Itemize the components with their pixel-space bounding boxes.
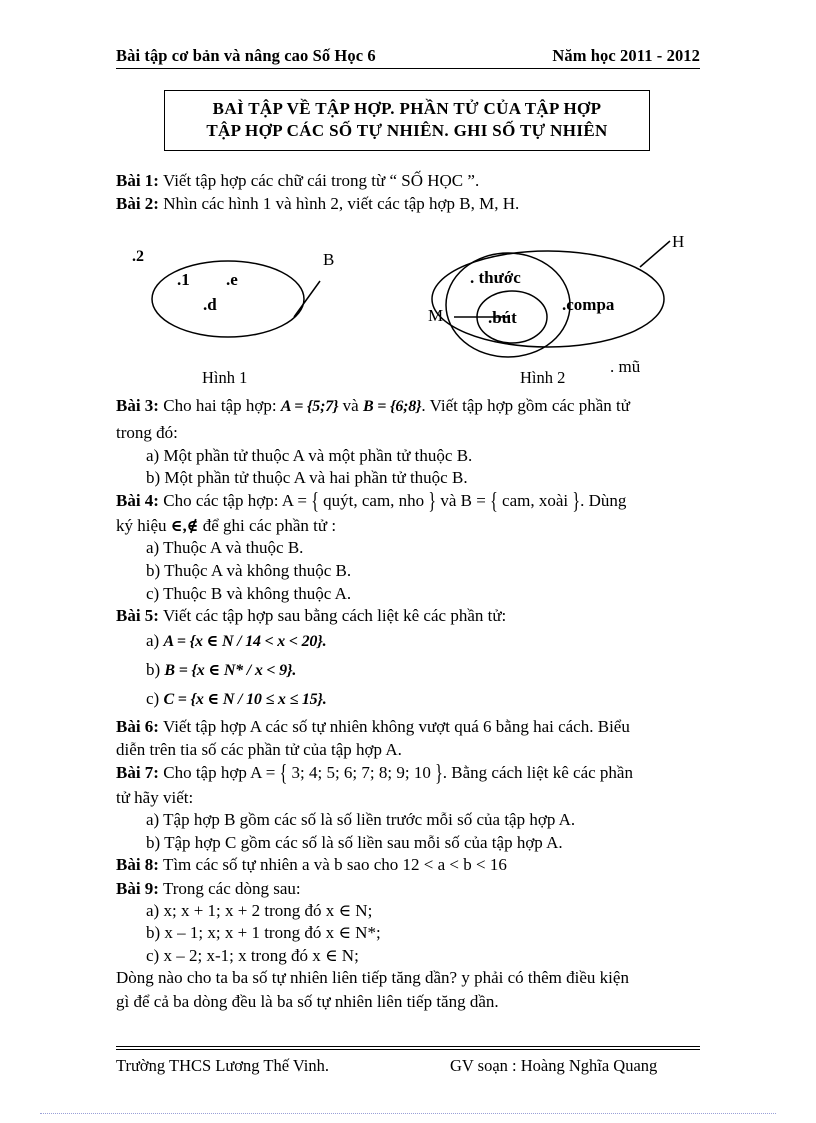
exercise-3-label: Bài 3: (116, 395, 159, 415)
fig1-element-d: .d (203, 294, 217, 314)
exercise-4-brace-open-b: { (490, 489, 498, 515)
exercise-7-item-b-text: Tập hợp C gồm các số là số liền sau mỗi số của tập hợp A. (164, 832, 563, 852)
exercise-3-text-before: Cho hai tập hợp: (163, 395, 277, 415)
exercise-9-item-c (146, 945, 700, 968)
exercise-4-item-b-text: Thuộc A và không thuộc B. (164, 561, 352, 580)
leader-line-b (294, 281, 320, 317)
exercise-2 (116, 193, 700, 215)
exercise-9-item-b-text: x – 1; x; x + 1 trong đó x ∈ N*; (164, 923, 381, 943)
fig2-element-compa: .compa (562, 294, 615, 314)
exercise-3-text-after: . Viết tập hợp gồm các phần tử (421, 395, 630, 415)
exercise-9-item-c-marker: c) (146, 945, 160, 965)
header-right-text: Năm học 2011 - 2012 (552, 46, 700, 65)
exercise-5-item-b-marker: b) (146, 659, 161, 679)
footer-row (116, 1050, 700, 1076)
exercise-3-set-b: B = {6;8} (362, 397, 422, 415)
title-line-2: TẬP HỢP CÁC SỐ TỰ NHIÊN. GHI SỐ TỰ NHIÊN (206, 120, 608, 140)
exercise-3-conjunction: và (342, 395, 359, 415)
exercise-4-text-after: . Dùng (580, 490, 627, 510)
exercise-4-item-b-marker: b) (146, 561, 161, 580)
footer-school-name: Trường THCS Lương Thế Vinh. (116, 1056, 329, 1075)
exercise-4-set-a-items: quýt, cam, nho (323, 490, 425, 510)
exercise-7-item-a-marker: a) (146, 810, 160, 830)
exercise-8-text: Tìm các số tự nhiên a và b sao cho 12 < a < b < 16 (162, 855, 507, 875)
exercise-7-brace-close: } (435, 762, 443, 787)
exercise-9-closing-line-1: Dòng nào cho ta ba số tự nhiên liên tiếp tăng dần? y phải có thêm điều kiện (116, 968, 629, 988)
exercise-7-item-a (146, 809, 700, 832)
fig2-element-mu: . mũ (610, 356, 641, 376)
exercise-9-text: Trong các dòng sau: (162, 878, 301, 898)
exercise-4 (116, 490, 700, 514)
document-body (116, 170, 700, 1013)
exercise-8 (116, 854, 700, 876)
fig1-element-1: .1 (177, 269, 190, 289)
exercise-7-item-b-marker: b) (146, 832, 161, 852)
page-content (116, 46, 700, 1013)
exercise-4-text-before: Cho các tập hợp: A = (163, 490, 307, 510)
exercise-9-item-a (146, 900, 700, 923)
exercise-6-label: Bài 6: (116, 717, 159, 737)
footer-teacher-name: GV soạn : Hoàng Nghĩa Quang (450, 1056, 658, 1075)
exercise-5-item-a-marker: a) (146, 631, 160, 651)
exercise-4-set-b-items: cam, xoài (502, 490, 569, 510)
exercise-9-item-b (146, 922, 700, 945)
exercise-4-brace-open-a: { (311, 489, 319, 515)
fig1-set-label-b: B (323, 249, 335, 269)
exercise-1 (116, 170, 700, 192)
fig1-outside-element: .2 (132, 247, 144, 265)
exercise-7-label: Bài 7: (116, 763, 159, 783)
exercise-9-label: Bài 9: (116, 878, 159, 898)
fig2-element-but: .bút (488, 307, 517, 327)
exercise-7 (116, 762, 700, 786)
figure-2-group (432, 241, 670, 357)
exercise-7-text-after: . Bằng cách liệt kê các phần (442, 763, 633, 783)
running-header (116, 46, 700, 69)
exercise-9 (116, 878, 700, 900)
exercise-7-item-a-text: Tập hợp B gồm các số là số liền trước mỗi số của tập hợp A. (163, 810, 576, 830)
exercise-6-line2: diễn trên tia số các phần tử của tập hợp A. (116, 740, 402, 760)
exercise-4-line2 (116, 515, 700, 538)
figure-1-caption: Hình 1 (202, 367, 248, 387)
fig2-set-label-h: H (672, 231, 685, 251)
exercise-4-item-c-marker: c) (146, 583, 160, 603)
exercise-3-set-a: A = {5;7} (280, 397, 339, 415)
exercise-5-item-c-marker: c) (146, 688, 160, 708)
exercise-6 (116, 716, 700, 738)
exercise-5-item-c-expression: C = {x ∈ N / 10 ≤ x ≤ 15}. (163, 690, 327, 708)
figure-2-caption: Hình 2 (520, 367, 566, 387)
exercise-3-item-b-text: Một phần tử thuộc A và hai phần tử thuộc B. (164, 468, 468, 488)
exercise-4-item-a (146, 537, 700, 560)
exercise-4-item-c-text: Thuộc B và không thuộc A. (163, 583, 352, 603)
exercise-5-label: Bài 5: (116, 606, 159, 626)
exercise-1-text: Viết tập hợp các chữ cái trong từ “ SỐ HỌC ”. (162, 170, 480, 190)
fig2-element-thuoc: . thước (470, 267, 521, 287)
exercise-7-item-b (146, 832, 700, 855)
exercise-4-brace-close-a: } (428, 489, 437, 515)
title-box (164, 90, 650, 151)
exercise-3-item-b-marker: b) (146, 468, 161, 488)
fig1-element-e: .e (226, 269, 238, 289)
exercise-4-conjunction: và B = (440, 490, 486, 510)
exercise-7-text-before: Cho tập hợp A = (163, 763, 276, 783)
exercise-5-item-b-expression: B = {x ∈ N* / x < 9}. (164, 661, 297, 679)
exercise-5-item-a (146, 630, 700, 653)
leader-line-h (640, 241, 670, 267)
title-line-1: BAÌ TẬP VỀ TẬP HỢP. PHẦN TỬ CỦA TẬP HỢP (212, 99, 602, 118)
exercise-3-item-a-text: Một phần tử thuộc A và một phần tử thuộc B. (163, 445, 473, 465)
exercise-7-line2: tử hãy viết: (116, 788, 194, 808)
exercise-4-item-a-text: Thuộc A và thuộc B. (163, 538, 304, 558)
exercise-4-line2-after: để ghi các phần tử : (202, 515, 337, 535)
exercise-2-text: Nhìn các hình 1 và hình 2, viết các tập hợp B, M, H. (163, 193, 520, 213)
exercise-5-item-a-expression: A = {x ∈ N / 14 < x < 20}. (163, 633, 327, 651)
exercise-7-brace-open: { (279, 762, 288, 787)
exercise-5-item-b (146, 659, 700, 682)
exercise-3-item-a-marker: a) (146, 445, 160, 465)
exercise-8-label: Bài 8: (116, 855, 159, 875)
exercise-4-brace-close-b: } (572, 489, 581, 515)
exercise-9-item-c-text: x – 2; x-1; x trong đó x ∈ N; (163, 945, 359, 965)
exercise-9-item-a-marker: a) (146, 900, 160, 920)
exercise-4-item-a-marker: a) (146, 538, 160, 558)
exercise-6-line1: Viết tập hợp A các số tự nhiên không vượt quá 6 bằng hai cách. Biểu (162, 717, 630, 737)
header-left-text: Bài tập cơ bản và nâng cao Số Học 6 (116, 46, 376, 65)
exercise-3-item-a (146, 445, 700, 468)
exercise-9-item-a-text: x; x + 1; x + 2 trong đó x ∈ N; (163, 900, 373, 920)
exercise-3 (116, 395, 700, 418)
exercise-9-closing-line-2: gì để cả ba dòng đều là ba số tự nhiên liên tiếp tăng dần. (116, 991, 499, 1011)
exercise-5 (116, 605, 700, 627)
exercise-4-item-c (146, 583, 700, 606)
exercise-3-item-b (146, 467, 700, 490)
exercise-4-label: Bài 4: (116, 490, 159, 510)
page-boundary-dotted-line (40, 1113, 776, 1114)
exercise-4-line2-before: ký hiệu (116, 515, 167, 535)
exercise-9-item-b-marker: b) (146, 923, 161, 943)
exercise-7-set-items: 3; 4; 5; 6; 7; 8; 9; 10 (291, 763, 431, 783)
fig2-set-label-m: M (428, 305, 444, 325)
exercise-1-label: Bài 1: (116, 170, 159, 190)
exercise-4-item-b (146, 560, 700, 583)
exercise-3-line2: trong đó: (116, 423, 178, 443)
figures-area (116, 221, 700, 393)
exercise-5-item-c (146, 688, 700, 711)
exercise-2-label: Bài 2: (116, 193, 159, 213)
exercise-4-membership-symbols: ∈,∉ (170, 517, 199, 535)
exercise-5-text: Viết các tập hợp sau bằng cách liệt kê các phần tử: (162, 606, 507, 626)
page-footer (116, 1046, 700, 1076)
